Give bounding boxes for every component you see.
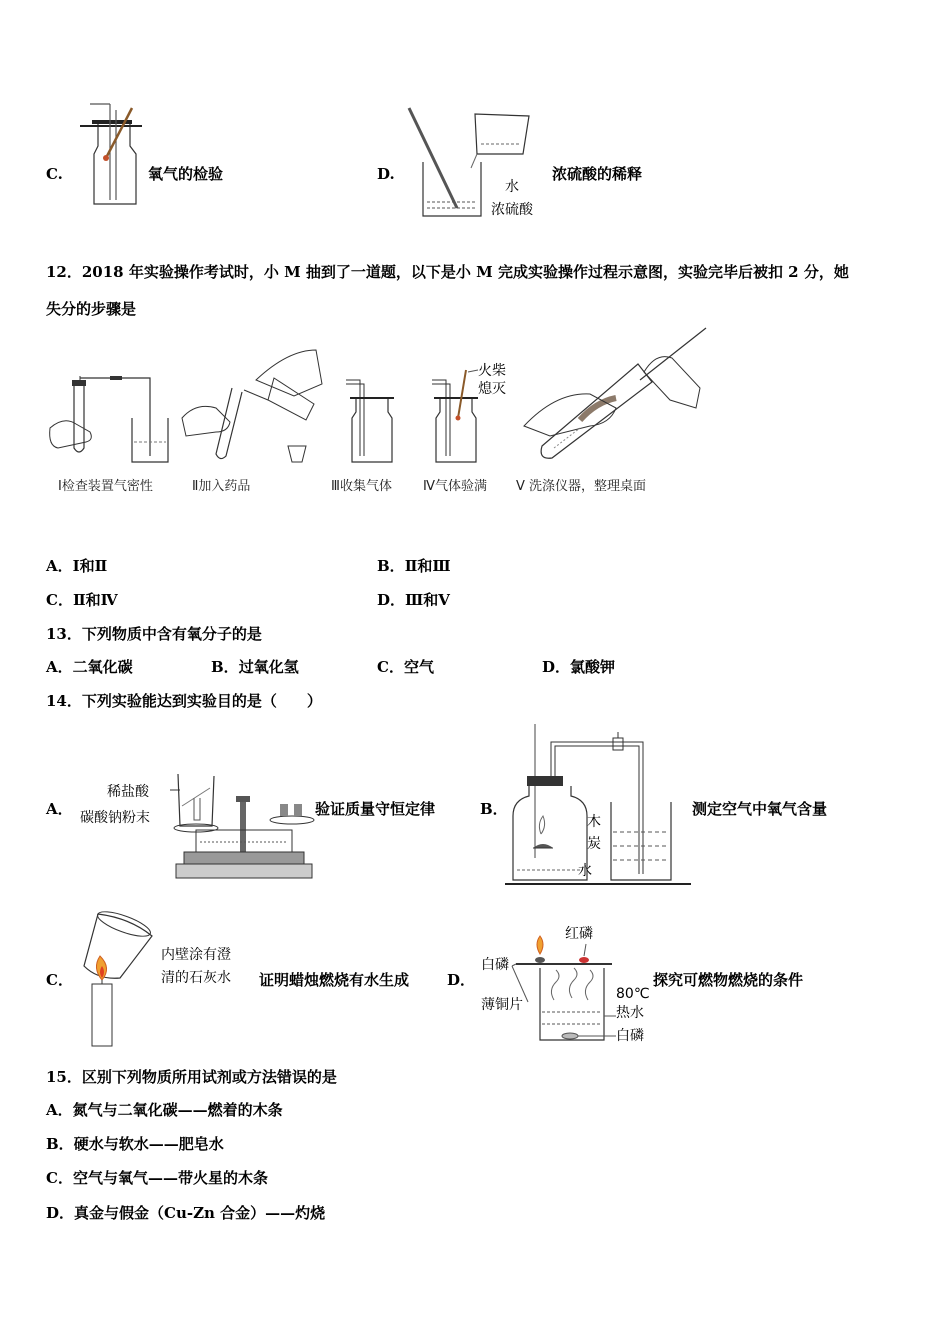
q12-step3-collect-gas-illustration: [344, 378, 396, 464]
q13-option-a-letter: A．: [46, 658, 73, 676]
q14-d-label-red-phosphorus: 红磷: [565, 926, 593, 942]
q12-caption-step2: Ⅱ加入药品: [192, 479, 251, 494]
q14-d-label-temperature: 80℃: [616, 986, 650, 1002]
q12-option-b[interactable]: [377, 556, 451, 576]
q12-option-d-text: Ⅲ和Ⅴ: [405, 591, 450, 609]
q14-a-balance-illustration: [170, 768, 312, 886]
q13-option-b[interactable]: [211, 657, 299, 677]
q15-option-b-text: 硬水与软水——肥皂水: [73, 1135, 224, 1153]
q14-b-oxygen-content-illustration: [505, 724, 691, 886]
q14-c-label-line2: 清的石灰水: [161, 970, 231, 986]
q11-d-label-water: 水: [505, 179, 519, 195]
q12-caption-step5: Ⅴ 洗涤仪器，整理桌面: [516, 479, 647, 494]
q11-option-d-letter: D.: [377, 165, 395, 183]
q14-option-d-letter[interactable]: D．: [447, 971, 476, 989]
q14-d-label-white-phosphorus-bottom: 白磷: [616, 1028, 644, 1044]
q12-option-c-letter: C．: [46, 591, 73, 609]
q15-option-b[interactable]: [46, 1134, 224, 1154]
q12-stem-line2: 失分的步骤是: [46, 300, 137, 318]
q12-option-a-letter: A．: [46, 557, 73, 575]
q14-option-d-text: 探究可燃物燃烧的条件: [653, 971, 804, 989]
q13-stem: 13．下列物质中含有氧分子的是: [46, 625, 262, 643]
q12-option-d[interactable]: [377, 590, 450, 610]
q11-option-c-text: 氧气的检验: [148, 165, 224, 183]
q14-d-combustion-conditions-illustration: [512, 936, 616, 1046]
q12-step2-add-reagent-illustration: [176, 344, 326, 466]
q11-option-d-text: 浓硫酸的稀释: [552, 165, 643, 183]
q14-d-label-white-phosphorus-top: 白磷: [481, 957, 509, 973]
q14-a-label-hcl: 稀盐酸: [107, 784, 149, 800]
q13-option-b-letter: B．: [211, 658, 239, 676]
q15-option-b-letter: B．: [46, 1135, 74, 1153]
q15-stem: 15．区别下列物质所用试剂或方法错误的是: [46, 1068, 337, 1086]
q13-option-a-text: 二氧化碳: [72, 658, 133, 676]
q11-c-oxygen-test-illustration: [80, 100, 142, 206]
q14-b-label-wood2: 炭: [587, 836, 601, 852]
q12-option-c-text: Ⅱ和Ⅳ: [72, 591, 118, 609]
q12-step4-gas-full-test-illustration: [428, 368, 480, 464]
q13-option-a[interactable]: [46, 657, 133, 677]
q14-d-label-copper-sheet: 薄铜片: [481, 997, 523, 1013]
q14-b-label-water: 水: [578, 863, 592, 879]
q15-option-c-letter: C．: [46, 1169, 73, 1187]
q13-option-c[interactable]: [377, 657, 434, 677]
q12-caption-step3: Ⅲ收集气体: [331, 479, 392, 494]
q13-option-d[interactable]: [542, 657, 615, 677]
q15-option-c[interactable]: [46, 1168, 268, 1188]
q14-d-label-hot-water: 热水: [616, 1005, 644, 1021]
q12-match-label-bottom: 熄灭: [478, 381, 506, 397]
q14-option-a-text: 验证质量守恒定律: [315, 800, 436, 818]
q12-match-label-top: 火柴: [478, 363, 506, 379]
q11-d-label-acid: 浓硫酸: [491, 202, 533, 218]
q11-option-c-letter: C.: [46, 165, 63, 183]
q12-option-a-text: Ⅰ和Ⅱ: [72, 557, 108, 575]
q15-option-a[interactable]: [46, 1100, 283, 1120]
q14-option-c-text: 证明蜡烛燃烧有水生成: [259, 971, 410, 989]
q15-option-d-letter: D．: [46, 1204, 75, 1222]
q12-option-a[interactable]: [46, 556, 107, 576]
q13-option-b-text: 过氧化氢: [238, 658, 299, 676]
q13-option-c-text: 空气: [403, 658, 434, 676]
q12-option-d-letter: D．: [377, 591, 406, 609]
q12-option-b-letter: B．: [377, 557, 405, 575]
q14-option-b-text: 测定空气中氧气含量: [692, 800, 828, 818]
q14-b-label-wood1: 木: [587, 814, 601, 830]
q12-stem-line1: 12．2018 年实验操作考试时，小 M 抽到了一道题，以下是小 M 完成实验操作过程示意图，实验完毕后被扣 2 分，她: [46, 263, 849, 281]
q14-option-a-letter[interactable]: A．: [46, 800, 73, 818]
q12-option-b-text: Ⅱ和Ⅲ: [404, 557, 451, 575]
q14-c-label-line1: 内壁涂有澄: [161, 947, 231, 963]
q15-option-d-text: 真金与假金（Cu-Zn 合金）——灼烧: [74, 1204, 326, 1222]
q13-option-d-letter: D．: [542, 658, 571, 676]
q15-option-d[interactable]: [46, 1203, 325, 1223]
q12-caption-step1: Ⅰ检查装置气密性: [58, 479, 153, 494]
q14-option-c-letter[interactable]: C．: [46, 971, 73, 989]
q14-option-b-letter[interactable]: B．: [480, 800, 508, 818]
q14-stem: 14．下列实验能达到实验目的是（ ）: [46, 692, 322, 710]
q12-step5-wash-illustration: [520, 328, 714, 464]
q12-step1-airtightness-illustration: [46, 376, 176, 466]
q12-option-c[interactable]: [46, 590, 118, 610]
q13-option-c-letter: C．: [377, 658, 404, 676]
q12-caption-step4: Ⅳ气体验满: [423, 479, 487, 494]
q14-a-label-na2co3: 碳酸钠粉末: [80, 810, 150, 826]
q15-option-a-letter: A．: [46, 1101, 73, 1119]
q14-c-candle-illustration: [78, 908, 158, 1048]
q15-option-a-text: 氮气与二氧化碳——燃着的木条: [72, 1101, 283, 1119]
q13-option-d-text: 氯酸钾: [570, 658, 616, 676]
q15-option-c-text: 空气与氧气——带火星的木条: [72, 1169, 268, 1187]
